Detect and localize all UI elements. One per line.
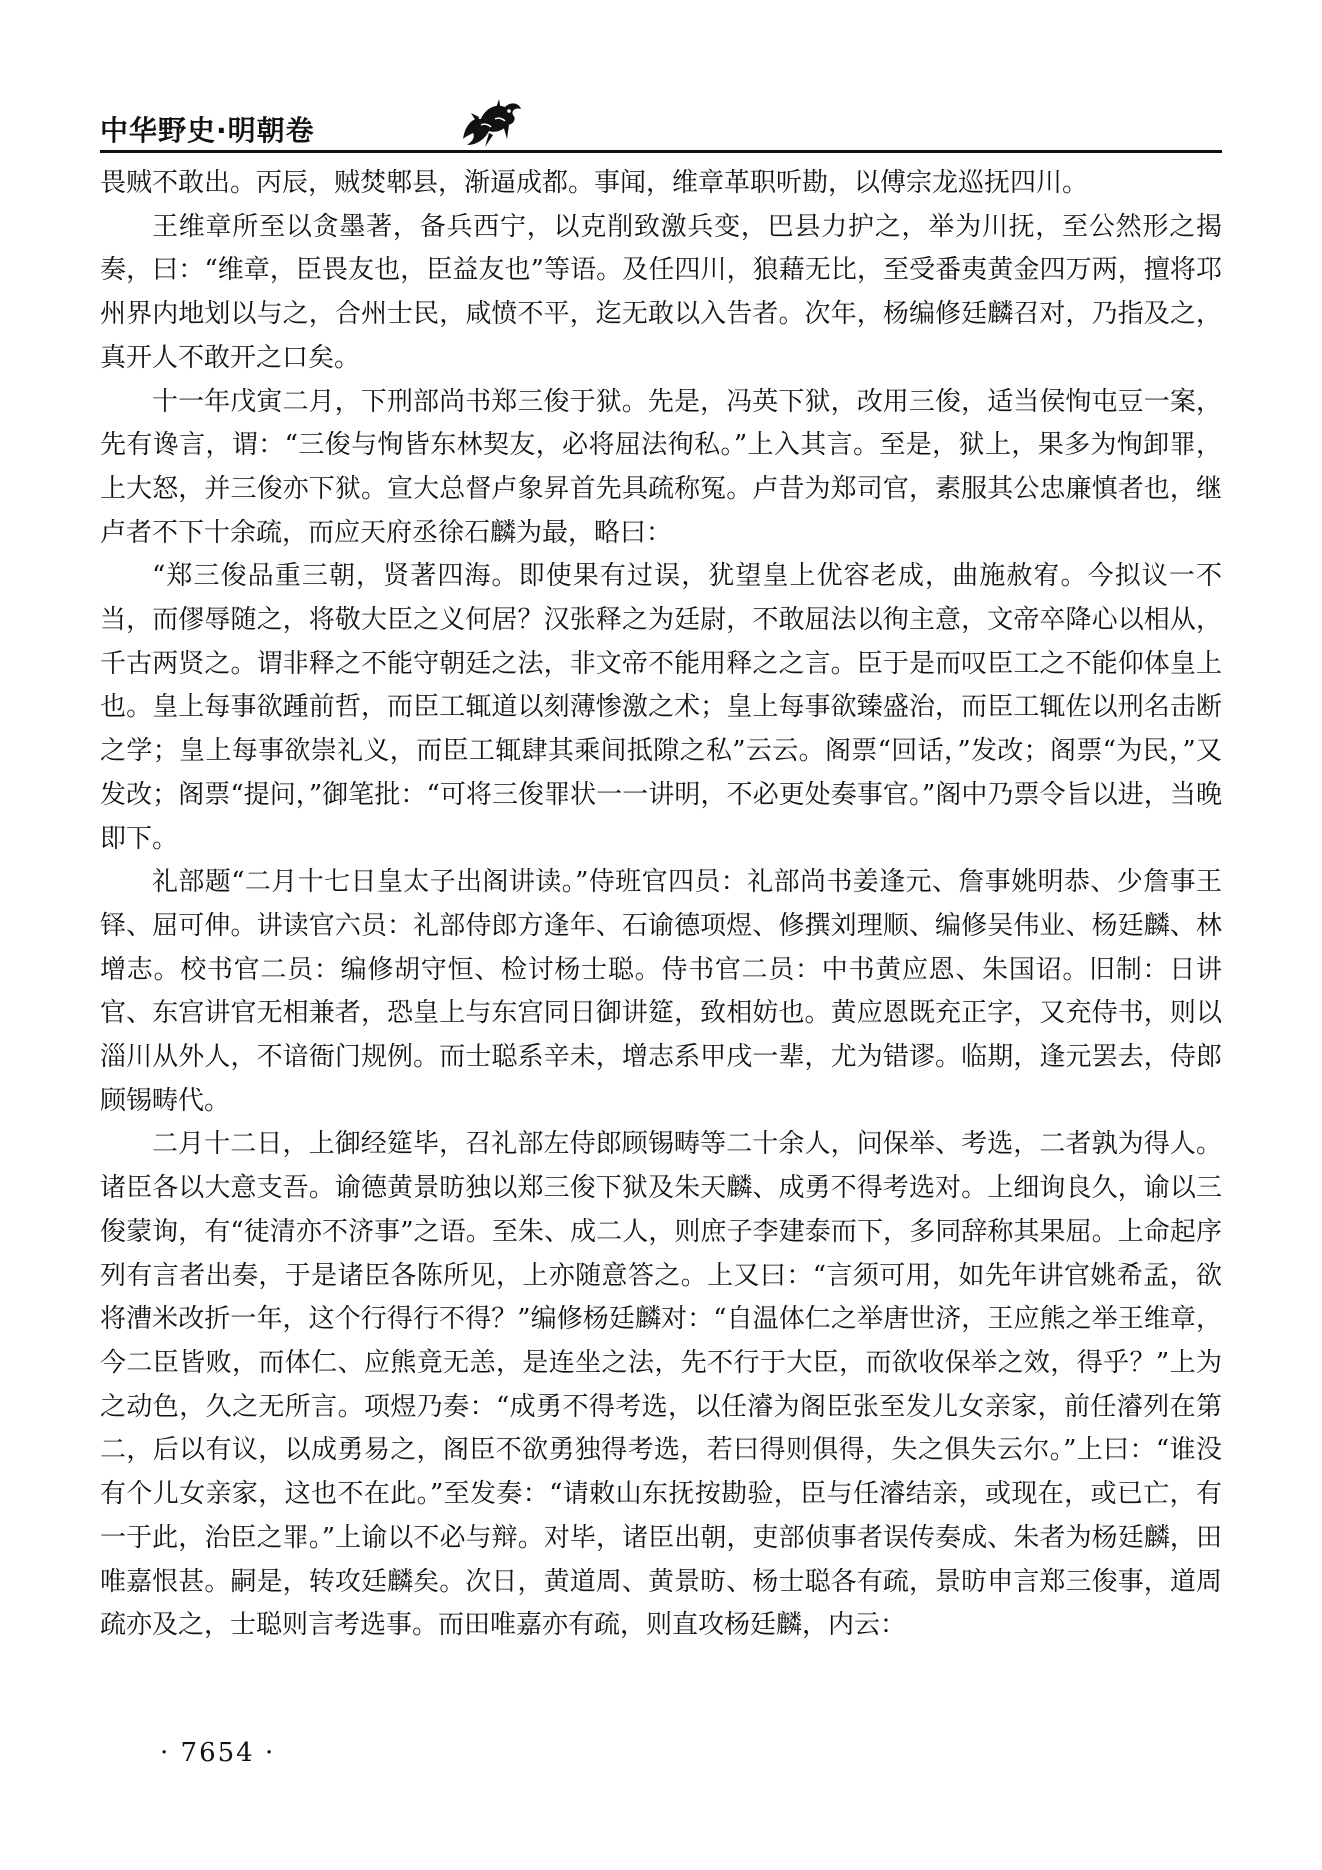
paragraph: “郑三俊品重三朝，贤著四海。即使果有过误，犹望皇上优容老成，曲施赦宥。今拟议一不当，而僇辱随之，将敬大臣之义何居？汉张释之为廷尉，不敢屈法以徇主意，文帝卒降心以相从，千古两贤之。谓非释之不能守朝廷之法，非文帝不能用释之之言。臣于是而叹臣工之不能仰体皇上也。皇上每事欲踵前哲，而臣工辄道以刻薄惨激之术；皇上每事欲臻盛治，而臣工辄佐以刑名击断之学；皇上每事欲崇礼义，而臣工辄肆其乘间抵隙之私”云云。阁票“回话，”发改；阁票“为民，”又发改；阁票“提问，”御笔批：“可将三俊罪状一一讲明，不必更处奏事官。”阁中乃票令旨以进，当晚即下。 — [100, 561, 1222, 854]
paragraph: 畏贼不敢出。丙辰，贼焚郫县，渐逼成都。事闻，维章革职听勘，以傅宗龙巡抚四川。 — [100, 168, 1089, 198]
paragraph: 礼部题“二月十七日皇太子出阁讲读。”侍班官四员：礼部尚书姜逢元、詹事姚明恭、少詹事王铎、屈可伸。讲读官六员：礼部侍郎方逢年、石谕德项煜、修撰刘理顺、编修吴伟业、杨廷麟、林增志。校书官二员：编修胡守恒、检讨杨士聪。侍书官二员：中书黄应恩、朱国诏。旧制：日讲官、东宫讲官无相兼者，恐皇上与东宫同日御讲筵，致相妨也。黄应恩既充正字，又充侍书，则以淄川从外人，不谙衙门规例。而士聪系辛未，增志系甲戌一辈，尤为错谬。临期，逢元罢去，侍郎顾锡畴代。 — [100, 867, 1222, 1116]
paragraph: 王维章所至以贪墨著，备兵西宁，以克削致激兵变，巴县力护之，举为川抚，至公然形之揭奏，曰：“维章，臣畏友也，臣益友也”等语。及任四川，狼藉无比，至受番夷黄金四万两，擅将邛州界内地划以与之，合州士民，咸愤不平，迄无敢以入告者。次年，杨编修廷麟召对，乃指及之，真开人不敢开之口矣。 — [100, 211, 1222, 373]
header-rule — [100, 150, 1222, 153]
page-number: · 7654 · — [160, 1738, 276, 1768]
paragraph: 十一年戊寅二月，下刑部尚书郑三俊于狱。先是，冯英下狱，改用三俊，适当侯恂屯豆一案，先有谗言，谓：“三俊与恂皆东林契友，必将屈法徇私。”上入其言。至是，狱上，果多为恂卸罪，上大怒，并三俊亦下狱。宣大总督卢象昇首先具疏称冤。卢昔为郑司官，素服其公忠廉慎者也，继卢者不下十余疏，而应天府丞徐石麟为最，略曰： — [100, 386, 1222, 548]
body-text — [100, 162, 1222, 1648]
series-title: 中华野史·明朝卷 — [100, 114, 315, 147]
running-header — [100, 95, 1222, 157]
paragraph: 二月十二日，上御经筵毕，召礼部左侍郎顾锡畴等二十余人，问保举、考选，二者孰为得人。诸臣各以大意支吾。谕德黄景昉独以郑三俊下狱及朱天麟、成勇不得考选对。上细询良久，谕以三俊蒙询，有“徒清亦不济事”之语。至朱、成二人，则庶子李建泰而下，多同辞称其果屈。上命起序列有言者出奏，于是诸臣各陈所见，上亦随意答之。上又曰：“言须可用，如先年讲官姚希孟，欲将漕米改折一年，这个行得行不得？”编修杨廷麟对：“自温体仁之举唐世济，王应熊之举王维章，今二臣皆败，而体仁、应熊竟无恙，是连坐之法，先不行于大臣，而欲收保举之效，得乎？”上为之动色，久之无所言。项煜乃奏：“成勇不得考选，以任濬为阁臣张至发儿女亲家，前任濬列在第二，后以有议，以成勇易之，阁臣不欲勇独得考选，若曰得则俱得，失之俱失云尔。”上曰：“谁没有个儿女亲家，这也不在此。”至发奏：“请敕山东抚按勘验，臣与任濬结亲，或现在，或已亡，有一于此，治臣之罪。”上谕以不必与辩。对毕，诸臣出朝，吏部侦事者误传奏成、朱者为杨廷麟，田唯嘉恨甚。嗣是，转攻廷麟矣。次日，黄道周、黄景昉、杨士聪各有疏，景昉申言郑三俊事，道周疏亦及之，士聪则言考选事。而田唯嘉亦有疏，则直攻杨廷麟，内云： — [100, 1129, 1222, 1641]
dragon-emblem-icon — [455, 95, 525, 151]
